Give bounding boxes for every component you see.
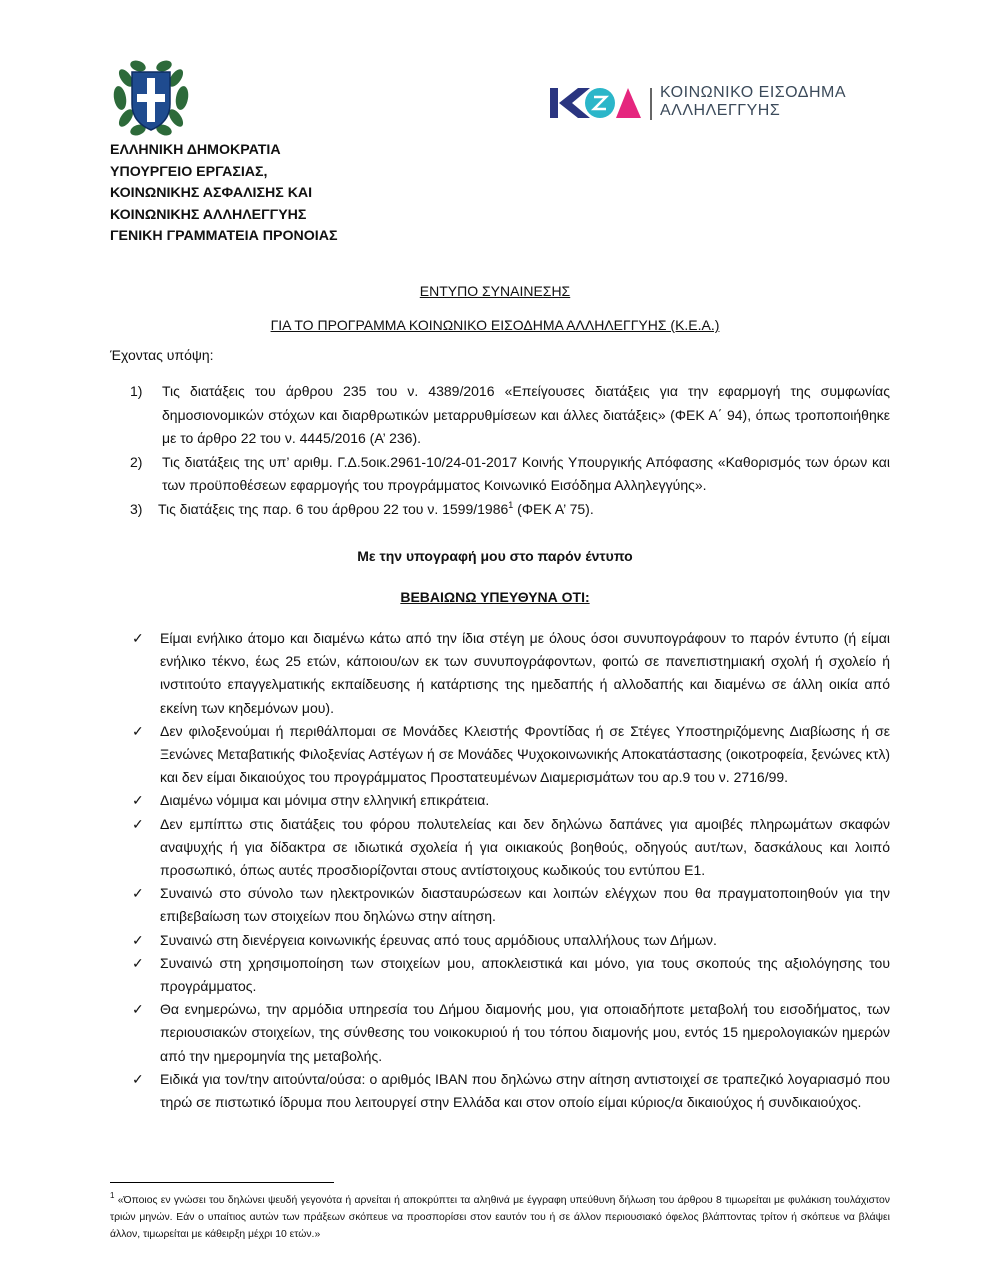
list-item	[110, 813, 890, 883]
item-text: Τις διατάξεις της υπ’ αριθμ. Γ.Δ.5οικ.2961-10/24-01-2017 Κοινής Υπουργικής Απόφασης «Καθορισμός των όρων και των προϋποθέσεων εφαρμογής του προγράμματος Κοινωνικό Εισόδημα Αλληλεγγύης».	[162, 453, 890, 494]
list-item	[110, 789, 890, 812]
declaration-text: Διαμένω νόμιμα και μόνιμα στην ελληνική επικράτεια.	[160, 792, 490, 809]
checkmark-icon: ✓	[132, 931, 144, 948]
declaration-text: Δεν εμπίπτω στις διατάξεις του φόρου πολυτελείας και δεν δηλώνω δαπάνες για αμοιβές πληρωμάτων σκαφών αναψυχής ή για δίδακτρα σε ιδιωτικά σχολεία ή για οικιακούς βοηθούς, οδηγούς αυτ/των, δασκάλους και λοιπό προσωπικό, όπως αυτές προσδιορίζονται στους αντίστοιχους κωδικούς του εντύπου Ε1.	[160, 815, 890, 879]
header-line: ΚΟΙΝΩΝΙΚΗΣ ΑΣΦΑΛΙΣΗΣ ΚΑΙ	[110, 185, 313, 201]
declaration-text: Ειδικά για τον/την αιτούντα/ούσα: ο αριθμός IBAN που δηλώνω στην αίτηση αντιστοιχεί σε τραπεζικό λογαριασμό που τηρώ σε πιστωτικό ίδρυμα που λειτουργεί στην Ελλάδα και στον οποίο είμαι κύριος/α δικαιούχος ή συνδικαιούχος.	[160, 1070, 890, 1111]
greek-coat-of-arms-icon	[108, 58, 194, 138]
header-line: ΥΠΟΥΡΓΕΙΟ ΕΡΓΑΣΙΑΣ,	[110, 163, 268, 180]
ministry-header	[110, 140, 337, 248]
list-item	[110, 720, 890, 790]
declaration-text: Συναινώ στη διενέργεια κοινωνικής έρευνας από τους αρμόδιους υπαλλήλους των Δήμων.	[160, 931, 717, 948]
list-item	[110, 952, 890, 998]
declaration-text: Θα ενημερώνω, την αρμόδια υπηρεσία του Δήμου διαμονής μου, για οποιαδήποτε μεταβολή του εισοδήματος, των περιουσιακών στοιχείων, της σύνθεσης του νοικοκυριού ή του τόπου διαμονής μου, εντός 15 ημερολογιακών ημερών από την ημερομηνία της μεταβολής.	[160, 1001, 890, 1064]
footnote-ref[interactable]: 1	[508, 499, 514, 510]
considerations-list	[110, 380, 890, 522]
form-subtitle: ΓΙΑ ΤΟ ΠΡΟΓΡΑΜΜΑ ΚΟΙΝΩΝΙΚΟ ΕΙΣΟΔΗΜΑ ΑΛΛΗΛΕΓΓΥΗΣ (Κ.Ε.Α.)	[270, 317, 720, 333]
checkmark-icon: ✓	[132, 630, 144, 646]
logo-separator	[650, 88, 652, 120]
checkmark-icon: ✓	[132, 885, 144, 902]
list-item	[110, 882, 890, 928]
form-title: ΕΝΤΥΠΟ ΣΥΝΑΙΝΕΣΗΣ	[419, 283, 571, 299]
item-text: Τις διατάξεις του άρθρου 235 του ν. 4389/2016 «Επείγουσες διατάξεις για την εφαρμογή της συμφωνίας δημοσιονομικών στόχων και διαρθρωτικών μεταρρυθμίσεων και άλλες διατάξεις» (ΦΕΚ Α΄ 94), όπως τροποποιήθηκε με το άρθρο 22 του ν. 4445/2016 (Α’ 236).	[162, 383, 890, 447]
item-number: 3)	[130, 500, 143, 517]
checkmark-icon: ✓	[132, 792, 144, 809]
item-number: 2)	[130, 453, 143, 470]
declaration-text: Συναινώ στη χρησιμοποίηση των στοιχείων μου, αποκλειστικά και μόνο, για τους σκοπούς της αξιολόγησης του προγράμματος.	[160, 954, 890, 995]
list-item	[110, 1068, 890, 1114]
logo-text	[660, 84, 846, 120]
signature-statement: Με την υπογραφή μου στο παρόν έντυπο	[357, 548, 633, 564]
checkmark-icon: ✓	[132, 1001, 144, 1018]
footnote-divider	[110, 1182, 334, 1183]
checkmark-icon: ✓	[132, 1070, 144, 1087]
header-line: ΓΕΝΙΚΗ ΓΡΑΜΜΑΤΕΙΑ ΠΡΟΝΟΙΑΣ	[110, 228, 338, 244]
list-item	[110, 929, 890, 952]
checkmark-icon: ✓	[132, 954, 144, 971]
item-text-after: (ΦΕΚ Α’ 75).	[513, 500, 594, 517]
declaration-text: Δεν φιλοξενούμαι ή περιθάλπομαι σε Μονάδες Κλειστής Φροντίδας ή σε Στέγες Υποστηριζόμενης Διαβίωσης ή σε Ξενώνες Μεταβατικής Φιλοξενίας Αστέγων ή σε Μονάδες Ψυχοκοινωνικής Αποκατάστασης (οικοτροφεία, ξενώνες κτλ) και δεν είμαι δικαιούχος του προγράμματος Προστατευμένων Διαμερισμάτων του αρ.9 του ν. 2716/99.	[160, 722, 890, 786]
list-item	[110, 451, 890, 498]
kea-logo-icon	[550, 84, 642, 122]
declarations-list	[110, 627, 890, 1114]
logo-line-1: ΚΟΙΝΩΝΙΚΟ ΕΙΣΟΔΗΜΑ	[660, 84, 847, 101]
item-text: Τις διατάξεις της παρ. 6 του άρθρου 22 του ν. 1599/1986	[158, 500, 509, 517]
item-number: 1)	[130, 383, 143, 399]
logo-line-2: ΑΛΛΗΛΕΓΓΥΗΣ	[660, 102, 781, 119]
checkmark-icon: ✓	[132, 722, 144, 739]
declaration-title: ΒΕΒΑΙΩΝΩ ΥΠΕΥΘΥΝΑ ΟΤΙ:	[400, 589, 590, 605]
list-item	[110, 627, 890, 720]
declaration-text: Είμαι ενήλικο άτομο και διαμένω κάτω από την ίδια στέγη με όλους όσοι συνυπογράφουν το παρόν έντυπο (ή είμαι ενήλικο τέκνο, έως 25 ετών, κάποιου/ων εκ των συνυπογράφοντων, φοιτώ σε πανεπιστημιακή σχολή ή σχολείο ή ινστιτούτο επαγγελματικής εκπαίδευσης ή κατάρτισης της ημεδαπής ή αλλοδαπής και διαμένω σε άλλη οικία από εκείνη των κηδεμόνων μου).	[160, 630, 890, 716]
footnote-number: 1	[110, 1191, 115, 1200]
declaration-text: Συναινώ στο σύνολο των ηλεκτρονικών διασταυρώσεων και λοιπών ελέγχων που θα πραγματοποιηθούν για την επιβεβαίωση των στοιχείων που δηλώνω στην αίτηση.	[160, 885, 890, 925]
kea-logo	[550, 84, 880, 122]
list-item	[110, 998, 890, 1068]
list-item	[110, 498, 890, 522]
footnote	[110, 1192, 890, 1243]
footnote-text: «Όποιος εν γνώσει του δηλώνει ψευδή γεγονότα ή αρνείται ή αποκρύπτει τα αληθινά με έγγραφη υπεύθυνη δήλωση του άρθρου 8 τιμωρείται με φυλάκιση τουλάχιστον τριών μηνών. Εάν ο υπαίτιος αυτών των πράξεων σκόπευε να προσπορίσει στον εαυτόν του ή σε άλλον περιουσιακό όφελος βλάπτοντας τρίτον ή σκόπευε να βλάψει άλλον, τιμωρείται με κάθειρξη μέχρι 10 ετών.»	[110, 1195, 890, 1240]
checkmark-icon: ✓	[132, 815, 144, 832]
header-line: ΕΛΛΗΝΙΚΗ ΔΗΜΟΚΡΑΤΙΑ	[110, 142, 281, 158]
considerations-lead: Έχοντας υπόψη:	[110, 347, 214, 363]
list-item	[110, 380, 890, 451]
header-line: ΚΟΙΝΩΝΙΚΗΣ ΑΛΛΗΛΕΓΓΥΗΣ	[110, 206, 307, 223]
